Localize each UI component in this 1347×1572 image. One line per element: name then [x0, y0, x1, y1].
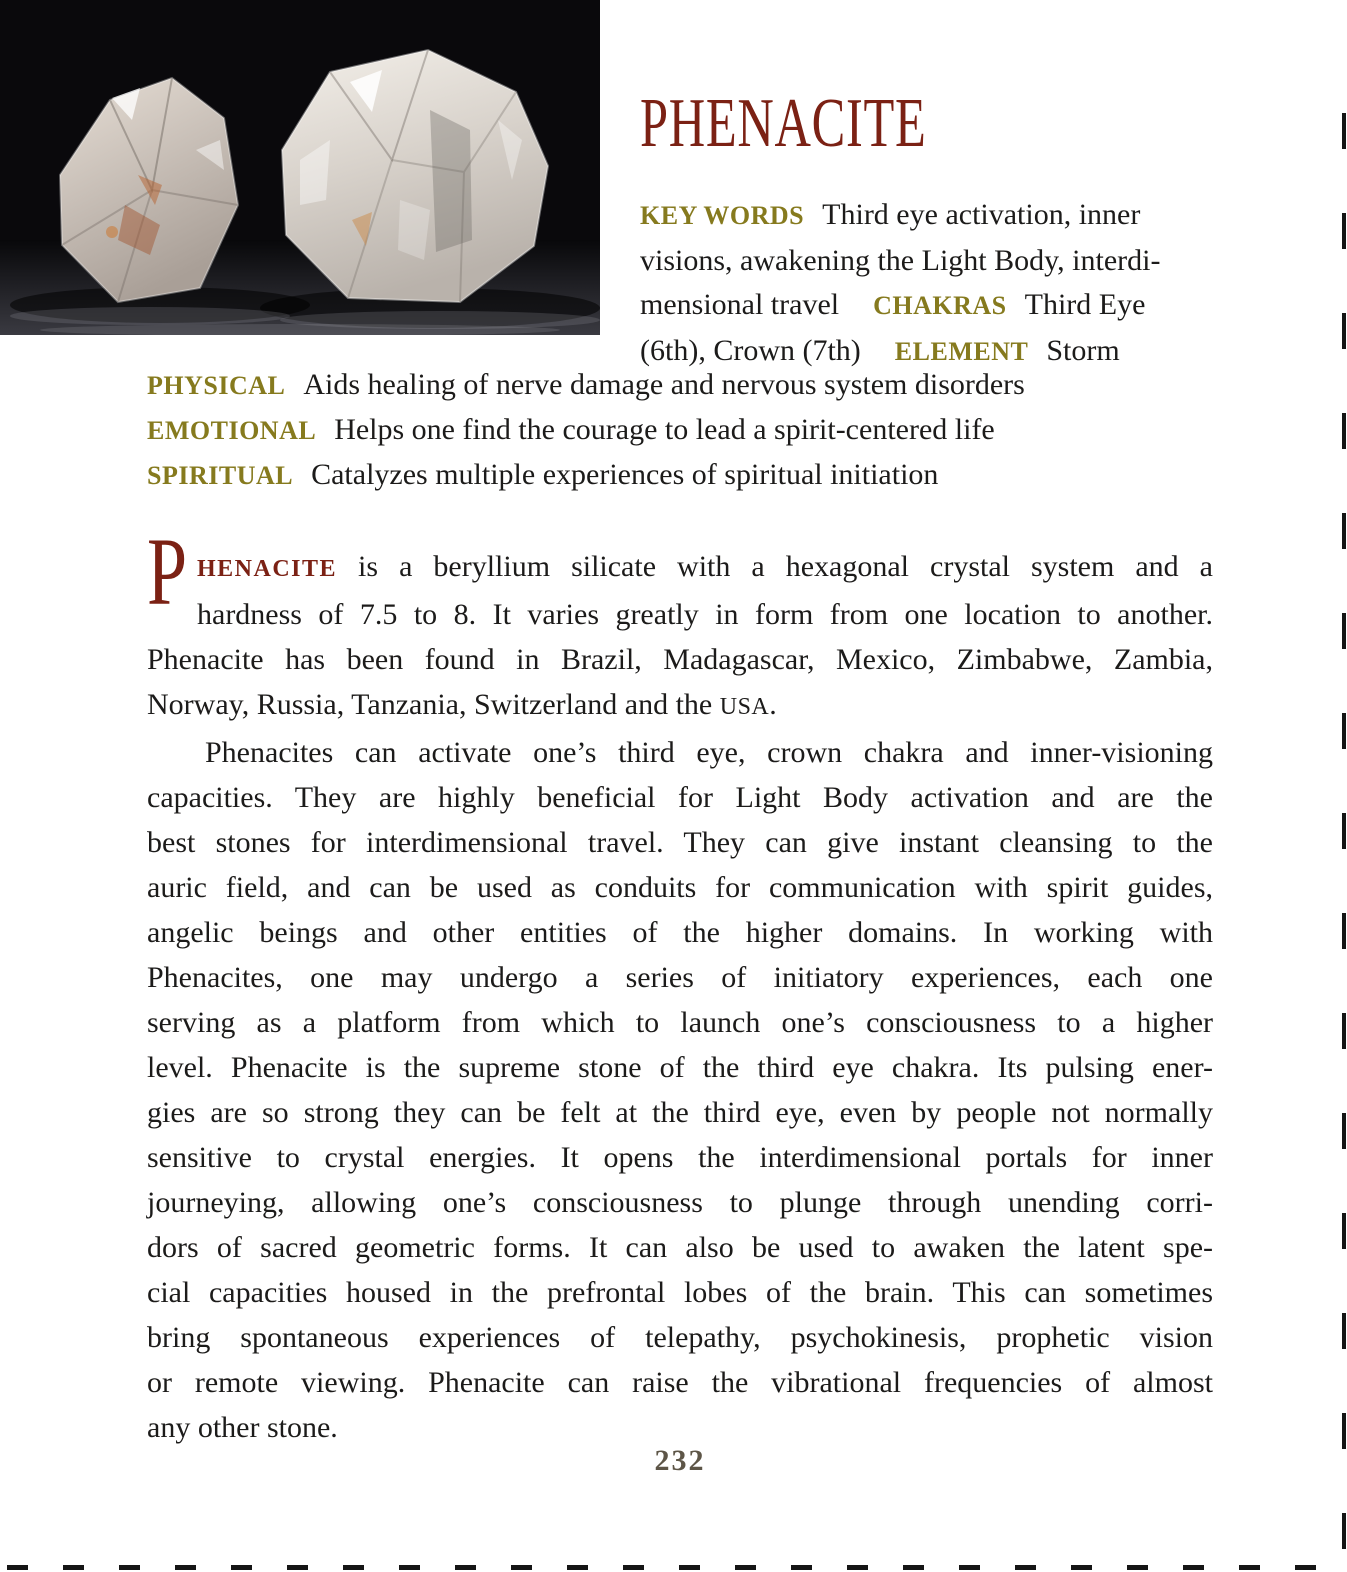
- text-segment: capacities. They are highly beneficial for Light Body activation and are the: [147, 781, 1213, 814]
- text-segment: visions, awakening the Light Body, interdi-: [640, 243, 1161, 277]
- text-line: [147, 637, 1213, 682]
- text-line: [147, 1135, 1213, 1180]
- page-title: PHENACITE: [640, 85, 927, 162]
- attribute-label: CHAKRAS: [873, 291, 1007, 320]
- text-line: [147, 1090, 1213, 1135]
- text-segment: auric field, and can be used as conduits for communication with spirit guides,: [147, 871, 1213, 904]
- text-segment: Catalyzes multiple experiences of spiritual initiation: [311, 458, 939, 491]
- text-line: [640, 239, 1236, 284]
- text-segment: USA: [719, 694, 770, 720]
- text-segment: or remote viewing. Phenacite can raise the vibrational frequencies of almost: [147, 1366, 1213, 1399]
- text-segment: bring spontaneous experiences of telepathy, psychokinesis, prophetic vision: [147, 1321, 1213, 1354]
- text-segment: hardness of 7.5 to 8. It varies greatly in form from one location to another.: [197, 598, 1213, 631]
- text-line: [147, 1270, 1213, 1315]
- text-segment: gies are so strong they can be felt at the third eye, even by people not normally: [147, 1096, 1213, 1129]
- text-segment: Helps one find the courage to lead a spirit-centered life: [334, 413, 995, 446]
- text-line: [147, 1315, 1213, 1360]
- paragraph-1: [147, 544, 1213, 730]
- text-line: [147, 453, 1237, 498]
- text-line: [147, 820, 1213, 865]
- text-segment: journeying, allowing one’s consciousness to plunge through unending corri-: [147, 1186, 1213, 1219]
- text-segment: serving as a platform from which to launch one’s consciousness to a higher: [147, 1006, 1213, 1039]
- text-line: [147, 1000, 1213, 1045]
- text-line: [640, 193, 1236, 239]
- attribute-label: EMOTIONAL: [147, 416, 317, 445]
- text-line: [147, 730, 1213, 775]
- text-segment: HENACITE: [197, 556, 338, 582]
- text-segment: angelic beings and other entities of the higher domains. In working with: [147, 916, 1213, 949]
- text-line: [147, 544, 1213, 592]
- text-line: [147, 775, 1213, 820]
- text-segment: Norway, Russia, Tanzania, Switzerland and the: [147, 688, 720, 721]
- text-segment: level. Phenacite is the supreme stone of the third eye chakra. Its pulsing ener-: [147, 1051, 1213, 1084]
- text-segment: Aids healing of nerve damage and nervous system disorders: [303, 368, 1025, 401]
- text-line: [147, 1360, 1213, 1405]
- text-line: [147, 1225, 1213, 1270]
- text-segment: (6th), Crown (7th): [640, 333, 861, 367]
- text-segment: best stones for interdimensional travel. They can give instant cleansing to the: [147, 826, 1213, 859]
- text-segment: dors of sacred geometric forms. It can also be used to awaken the latent spe-: [147, 1231, 1213, 1264]
- phenacite-crystals-photo: [0, 0, 600, 335]
- text-line: [147, 682, 1213, 730]
- text-segment: is a beryllium silicate with a hexagonal crystal system and a: [337, 550, 1213, 583]
- text-segment: sensitive to crystal energies. It opens the interdimensional portals for inner: [147, 1141, 1213, 1174]
- text-segment: Third Eye: [1024, 288, 1146, 321]
- edge-marks-right: [1342, 113, 1346, 1553]
- text-line: [147, 408, 1237, 453]
- attribute-label: ELEMENT: [894, 336, 1029, 366]
- text-segment: Third eye activation, inner: [822, 198, 1141, 231]
- paragraph-2: [147, 730, 1213, 1450]
- text-segment: Storm: [1046, 333, 1120, 367]
- edge-marks-bottom: [7, 1565, 1339, 1570]
- attribute-label: PHYSICAL: [147, 371, 286, 400]
- text-line: [147, 955, 1213, 1000]
- text-segment: any other stone.: [147, 1411, 338, 1444]
- body-text: [147, 518, 1213, 1450]
- text-line: [147, 592, 1213, 637]
- text-line: [147, 1180, 1213, 1225]
- text-segment: mensional travel: [640, 288, 840, 321]
- text-segment: cial capacities housed in the prefrontal lobes of the brain. This can sometimes: [147, 1276, 1213, 1309]
- text-segment: Phenacite has been found in Brazil, Madagascar, Mexico, Zimbabwe, Zambia,: [147, 643, 1213, 676]
- attribute-label: KEY WORDS: [640, 201, 805, 230]
- keywords-block: [640, 193, 1236, 374]
- text-segment: Phenacites, one may undergo a series of initiatory experiences, each one: [147, 961, 1213, 994]
- text-line: [147, 910, 1213, 955]
- page-number: 232: [654, 1444, 706, 1477]
- attribute-label: SPIRITUAL: [147, 461, 294, 490]
- attributes-block: [147, 363, 1237, 498]
- text-segment: Phenacites can activate one’s third eye, crown chakra and inner-visioning: [205, 736, 1213, 769]
- text-line: [147, 865, 1213, 910]
- drop-cap: P: [147, 518, 188, 625]
- text-segment: .: [769, 688, 777, 721]
- text-line: [147, 1045, 1213, 1090]
- text-line: [640, 283, 1236, 329]
- text-line: [147, 363, 1237, 408]
